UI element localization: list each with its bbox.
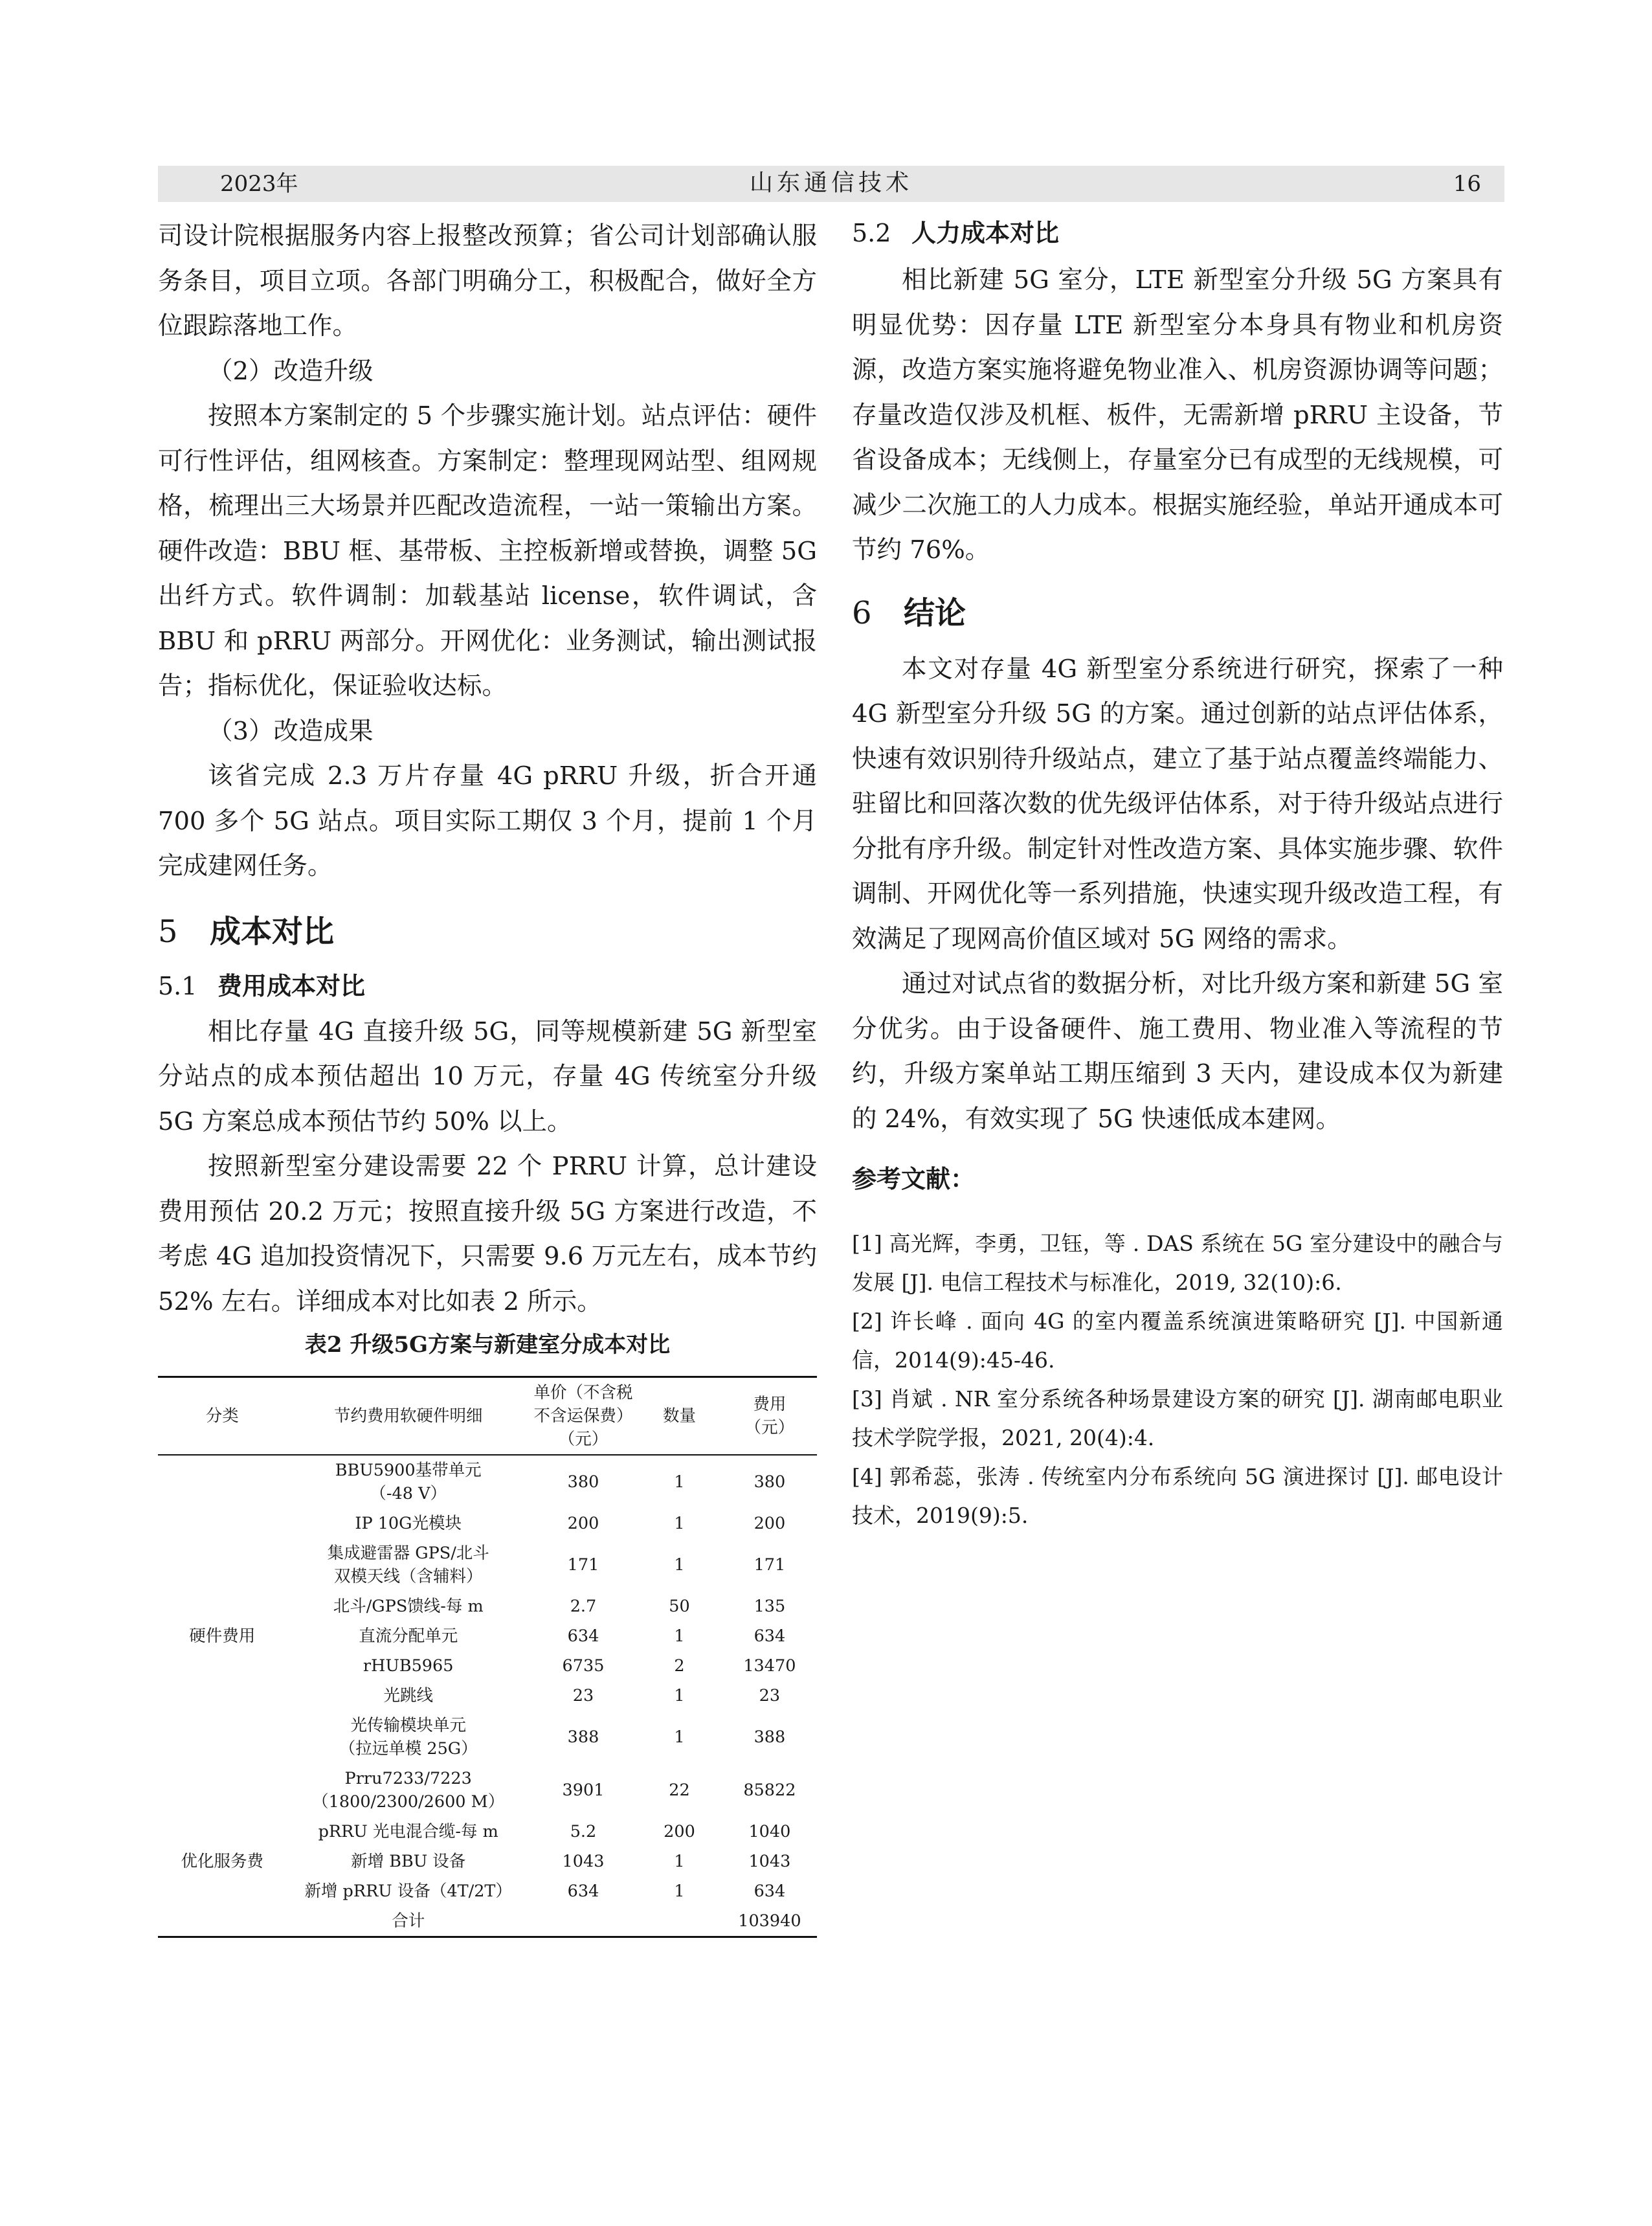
cost: 85822 <box>743 1781 796 1800</box>
cost: 135 <box>753 1597 786 1616</box>
section-6-title: 结论 <box>904 594 966 631</box>
quantity: 1 <box>674 1882 685 1901</box>
sub-heading-upgrade: （2）改造升级 <box>208 356 374 386</box>
paragraph-left-1: 司设计院根据服务内容上报整改预算；省公司计划部确认服务条目，项目立项。各部门明确分工，积极配合，做好全方位跟踪落地工作。 <box>158 221 817 341</box>
section-5-title: 成本对比 <box>210 913 335 950</box>
item-name: pRRU 光电混合缆-每 m <box>318 1822 498 1841</box>
item-name: 光传输模块单元 （拉远单模 25G） <box>339 1716 478 1759</box>
quantity: 1 <box>674 1852 685 1871</box>
cost: 634 <box>753 1626 786 1646</box>
paragraph-right-3: 通过对试点省的数据分析，对比升级方案和新建 5G 室分优劣。由于设备硬件、施工费用、物业准入等流程的节约，升级方案单站工期压缩到 3 天内，建设成本仅为新建的 24%，有效实现了 5G 快速低成本建网。 <box>852 969 1503 1134</box>
section-5-2-heading <box>852 214 1503 253</box>
quantity: 1 <box>674 1514 685 1533</box>
table-header-row <box>158 1377 817 1456</box>
header-item: 节约费用软硬件明细 <box>333 1406 483 1426</box>
section-5-2-number: 5.2 <box>852 219 891 247</box>
unit-price: 634 <box>567 1626 599 1646</box>
cost-table <box>158 1376 817 1938</box>
paragraph-left-4: 相比存量 4G 直接升级 5G，同等规模新建 5G 新型室分站点的成本预估超出 10 万元，存量 4G 传统室分升级 5G 方案总成本预估节约 50% 以上。 <box>158 1017 817 1136</box>
sub-heading-result: （3）改造成果 <box>208 716 374 746</box>
section-5-1-heading <box>158 967 817 1006</box>
total-cost: 103940 <box>738 1911 801 1931</box>
unit-price: 2.7 <box>570 1597 597 1616</box>
quantity: 1 <box>674 1727 685 1747</box>
cost: 171 <box>753 1555 786 1575</box>
unit-price: 388 <box>567 1727 599 1747</box>
section-6-heading <box>852 592 1503 634</box>
header-year: 2023年 <box>220 171 298 197</box>
paragraph-left-5: 按照新型室分建设需要 22 个 PRRU 计算，总计建设费用预估 20.2 万元；按照直接升级 5G 方案进行改造，不考虑 4G 追加投资情况下，只需要 9.6 万元左右，成本节约 52% 左右。详细成本对比如表 2 所示。 <box>158 1152 817 1316</box>
table-caption: 表2 升级5G方案与新建室分成本对比 <box>304 1332 671 1358</box>
category-optimization: 优化服务费 <box>181 1852 264 1871</box>
item-name: 直流分配单元 <box>359 1626 458 1646</box>
item-name: rHUB5965 <box>363 1656 454 1676</box>
section-5-heading <box>158 911 817 952</box>
cost: 23 <box>759 1686 781 1705</box>
unit-price: 634 <box>567 1882 599 1901</box>
cost: 388 <box>753 1727 786 1747</box>
item-name: BBU5900基带单元 （-48 V） <box>335 1461 482 1503</box>
quantity: 2 <box>674 1656 685 1676</box>
paragraph-left-2: 按照本方案制定的 5 个步骤实施计划。站点评估：硬件可行性评估，组网核查。方案制定：整理现网站型、组网规格，梳理出三大场景并匹配改造流程，一站一策输出方案。硬件改造：BBU 框、基带板、主控板新增或替换，调整 5G 出纤方式。软件调制：加载基站 license，软件调试，含 BBU 和 pRRU 两部分。开网优化：业务测试，输出测试报告；指标优化，保证验收达标。 <box>158 401 817 701</box>
section-5-1-number: 5.1 <box>158 971 197 1000</box>
table-row <box>158 1817 817 1847</box>
unit-price: 23 <box>572 1686 594 1705</box>
unit-price: 380 <box>567 1472 599 1492</box>
cost: 13470 <box>743 1656 796 1676</box>
cost: 200 <box>753 1514 786 1533</box>
quantity: 1 <box>674 1686 685 1705</box>
page-number: 16 <box>1453 171 1481 197</box>
header-cost: 费用 （元） <box>744 1395 795 1437</box>
quantity: 1 <box>674 1555 685 1575</box>
section-6-number: 6 <box>852 594 872 631</box>
category-hardware: 硬件费用 <box>189 1626 256 1646</box>
header-category: 分类 <box>205 1406 239 1426</box>
paragraph-right-2: 本文对存量 4G 新型室分系统进行研究，探索了一种 4G 新型室分升级 5G 的方案。通过创新的站点评估体系，快速有效识别待升级站点，建立了基于站点覆盖终端能力、驻留比和回落次数的优先级评估体系，对于待升级站点进行分批有序升级。制定针对性改造方案、具体实施步骤、软件调制、开网优化等一系列措施，快速实现升级改造工程，有效满足了现网高价值区域对 5G 网络的需求。 <box>852 654 1503 954</box>
quantity: 200 <box>664 1822 695 1841</box>
cost: 380 <box>753 1472 786 1492</box>
section-5-number: 5 <box>158 913 178 950</box>
item-name: 北斗/GPS馈线-每 m <box>333 1597 484 1616</box>
right-column <box>852 214 1503 1535</box>
references-heading: 参考文献： <box>852 1165 976 1193</box>
running-header <box>158 166 1504 202</box>
header-quantity: 数量 <box>662 1406 696 1426</box>
total-label: 合计 <box>392 1911 425 1931</box>
unit-price: 200 <box>567 1514 599 1533</box>
journal-name: 山东通信技术 <box>749 170 913 196</box>
item-name: 新增 BBU 设备 <box>351 1852 466 1871</box>
reference-3: [3] 肖斌 . NR 室分系统各种场景建设方案的研究 [J]. 湖南邮电职业技术学院学报，2021, 20(4):4. <box>852 1386 1503 1450</box>
table-row <box>158 1455 817 1509</box>
table-total-row <box>158 1906 817 1937</box>
reference-4: [4] 郭希蕊，张涛 . 传统室内分布系统向 5G 演进探讨 [J]. 邮电设计技术，2019(9):5. <box>852 1464 1503 1528</box>
unit-price: 6735 <box>562 1656 605 1676</box>
header-price: 单价（不含税 不含运保费） （元） <box>533 1383 633 1449</box>
section-5-1-title: 费用成本对比 <box>218 971 366 1000</box>
left-column <box>158 214 817 1938</box>
quantity: 1 <box>674 1472 685 1492</box>
item-name: 新增 pRRU 设备（4T/2T） <box>304 1882 512 1901</box>
unit-price: 3901 <box>562 1781 605 1800</box>
unit-price: 171 <box>567 1555 599 1575</box>
reference-2: [2] 许长峰 . 面向 4G 的室内覆盖系统演进策略研究 [J]. 中国新通信，2014(9):45-46. <box>852 1309 1503 1373</box>
item-name: IP 10G光模块 <box>355 1514 462 1533</box>
quantity: 22 <box>669 1781 690 1800</box>
item-name: 集成避雷器 GPS/北斗 双模天线（含辅料） <box>327 1544 489 1586</box>
reference-1: [1] 高光辉，李勇，卫钰，等 . DAS 系统在 5G 室分建设中的融合与发展 [J]. 电信工程技术与标准化，2019, 32(10):6. <box>852 1231 1503 1295</box>
unit-price: 5.2 <box>570 1822 597 1841</box>
cost: 634 <box>753 1882 786 1901</box>
item-name: 光跳线 <box>383 1686 433 1705</box>
quantity: 1 <box>674 1626 685 1646</box>
unit-price: 1043 <box>562 1852 605 1871</box>
quantity: 50 <box>669 1597 690 1616</box>
cost: 1043 <box>748 1852 791 1871</box>
paragraph-left-3: 该省完成 2.3 万片存量 4G pRRU 升级，折合开通 700 多个 5G 站点。项目实际工期仅 3 个月，提前 1 个月完成建网任务。 <box>158 761 817 881</box>
item-name: Prru7233/7223 （1800/2300/2600 M） <box>312 1769 505 1812</box>
paragraph-right-1: 相比新建 5G 室分，LTE 新型室分升级 5G 方案具有明显优势：因存量 LTE 新型室分本身具有物业和机房资源，改造方案实施将避免物业准入、机房资源协调等问题；存量改造仅涉及机框、板件，无需新增 pRRU 主设备，节省设备成本；无线侧上，存量室分已有成型的无线规模，可减少二次施工的人力成本。根据实施经验，单站开通成本可节约 76%。 <box>852 265 1503 565</box>
cost: 1040 <box>748 1822 791 1841</box>
section-5-2-title: 人力成本对比 <box>911 219 1060 247</box>
